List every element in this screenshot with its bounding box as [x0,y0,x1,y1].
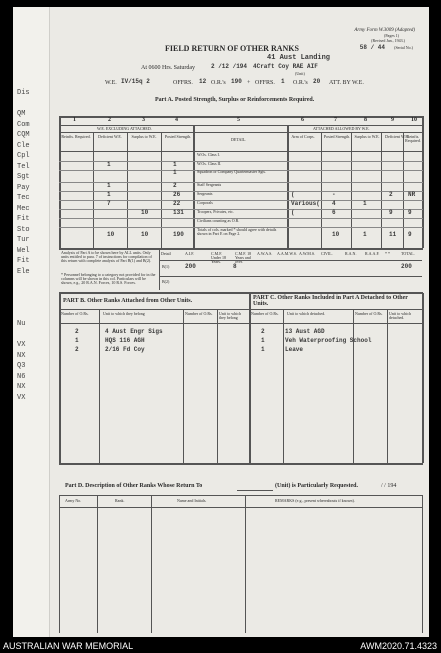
row-detail: Corporals [197,200,213,205]
underlying-text: Ele [17,267,30,276]
footer-credit: AUSTRALIAN WAR MEMORIAL [3,641,134,651]
row-detail: Staff Sergeants [197,182,222,187]
row-detail: W.Os. Class I. [197,152,220,157]
column-number: 6 [301,117,304,123]
underlying-text: CQM [17,131,30,139]
underlying-text: Fit [17,215,30,223]
analysis-row-label: B(2) [162,279,170,284]
part-b-unit: HQS 116 AGH [105,337,145,344]
row-cell-c10: NR [408,191,416,198]
part-c-unit: Veh Waterproofing School [285,337,372,344]
analysis-column-header: * * [385,251,390,256]
analysis-column-header: R.A.A.F. [365,251,380,256]
row-cell-c7: 4 [332,200,336,207]
part-c-number: 2 [261,328,265,335]
part-c-unit: 13 Aust AGD [285,328,325,335]
parts-bc-column-header: Unit to which detached. [287,311,326,316]
we-label: W.E. [105,80,117,86]
personnel-note: * Personnel belonging to a category not provided for in the columns will be shown in this col. Particulars will be shown, e.g., 20 R.A.N. Forces, 10 R.S. Forces. [61,272,156,286]
form-sheet [45,7,429,637]
form-code: Army Form W.3009 (Adapted) [354,28,415,33]
analysis-column-header: C.M.F. Under 18 Years. [211,251,226,265]
analysis-column-header: A.W.M.S. [299,251,316,256]
right-column-header: Arm of Corps. [291,134,315,139]
row-cell-c10: 9 [408,231,412,238]
parts-bc-column-header: Unit to which they belong [103,311,145,316]
row-detail: W.Os. Class II. [197,161,222,166]
row-cell-c9: 9 [389,209,393,216]
left-column-header: Posted Strength. [164,134,192,139]
parts-bc-column-header: Number of O.Rs. [355,311,383,316]
part-b-title: PART B. Other Ranks Attached from Other Units. [63,298,193,304]
form-page [13,7,429,637]
part-c-title: PART C. Other Ranks Included in Part A Detached to Other Units. [253,295,408,308]
analysis-cmf: 8 [233,263,237,270]
row-cell-c9: 11 [389,231,397,238]
underlying-text: Sto [17,225,30,234]
row-detail: Sergeants [197,191,213,196]
right-column-header: Deficient W.E. [385,134,409,139]
left-column-header: Reinfts. Required. [61,134,91,139]
unit-label: (Unit) [295,71,305,76]
serial-label: (Serial No.) [394,45,413,50]
we-value: IV/15q 2 [121,78,150,85]
offrs-label: OFFRS. [173,80,193,86]
analysis-column-header: R.A.N. [345,251,357,256]
part-b-number: 1 [75,337,79,344]
part-c-number: 1 [261,337,265,344]
column-number: 1 [73,117,76,123]
underlying-text: Tel [17,162,30,171]
serial-number: 58 / 44 [359,44,385,51]
part-d-column-header: REMARKS (e.g., present whereabouts if known). [275,498,355,503]
part-d-column-header: Rank. [115,498,125,503]
part-d-date: / / 194 [381,483,397,489]
left-column-header: Surplus to W.E. [131,134,157,139]
parts-bc-column-header: Number of O.Rs. [185,311,213,316]
underlying-text: Com [17,120,30,129]
right-column-header: Surplus to W.E. [354,134,380,139]
ors2-value: 20 [313,78,321,85]
row-cell-c4: 1 [173,161,177,168]
right-column-header: Reinfts. Required. [405,134,421,144]
offrs2-label: OFFRS. [255,80,275,86]
part-d-requested: (Unit) is Particularly Requested. [275,483,358,489]
row-detail: Civilians counting as O.R. [197,218,240,223]
offrs2-value: 1 [281,78,285,85]
row-cell-c4: 22 [173,200,181,207]
underlying-text: VX [17,341,26,349]
underlying-text: Mec [17,204,30,213]
row-cell-c8: 1 [363,231,367,238]
column-number: 5 [237,117,240,123]
underlying-text: VX [17,393,26,402]
row-cell-c10: 9 [408,209,412,216]
column-number: 8 [364,117,367,123]
underlying-text: NX [17,383,26,391]
column-number: 4 [175,117,178,123]
analysis-column-header: TOTAL. [401,251,415,256]
analysis-aif: 200 [185,263,196,270]
part-c-unit: Leave [285,346,304,353]
analysis-total: 200 [401,263,412,270]
row-cell-c7: - [332,191,336,198]
form-title: FIELD RETURN OF OTHER RANKS [165,44,299,53]
analysis-column-header: A.A.M.W.S. [277,251,297,256]
row-cell-c2: 1 [107,161,111,168]
analysis-column-header: A.W.A.S. [257,251,273,256]
column-number: 2 [108,117,111,123]
detail-header: DETAIL. [231,137,247,142]
unit-typed-line1: 41 Aust Landing [267,54,331,62]
row-cell-c4: 26 [173,191,181,198]
plus-sign: + [247,80,251,86]
right-column-header: Posted Strength. [323,134,351,139]
analysis-note: Analysis of Part A to be shown here by ALL units. Only units entitled to para. 7 of instructions for compilation of this return with complete analysis of Part B(1) and B(2). [61,250,152,264]
underlying-text: Pay [17,183,30,192]
parts-bc-column-header: Unit to which detached. [389,311,411,321]
footer-accession-id: AWM2020.71.4323 [360,641,437,651]
part-d-title: Part D. Description of Other Ranks Whose Return To [65,483,203,489]
underlying-text: Tur [17,236,30,244]
column-number: 3 [142,117,145,123]
att-label: ATT. BY W.E. [329,80,364,86]
row-cell-c3: 10 [141,231,149,238]
row-detail: Totals of cols. marked * should agree with details shown in Part E on Page 2. [197,227,277,237]
row-cell-c6: Various( [291,200,320,207]
underlying-text: Cpl [17,152,30,160]
row-cell-c2: 7 [107,200,111,207]
column-number: 10 [411,117,417,123]
row-cell-c6: ( [291,209,295,216]
part-a-title: Part A. Posted Strength, Surplus or Reinforcements Required. [155,97,315,103]
parts-bc-column-header: Unit to which they belong [219,311,241,321]
we-excluding-attached-header: W.E. EXCLUDING ATTACHED. [97,126,152,131]
ors2-label: O.R.'s [293,80,308,86]
left-column-header: Deficient W.E. [98,134,122,139]
attached-allowed-header: ATTACHED ALLOWED BY W.E. [313,126,370,131]
underlying-text: Q3 [17,362,26,370]
part-b-unit: 4 Aust Engr Sigs [105,328,163,335]
part-b-number: 2 [75,328,79,335]
row-cell-c2: 1 [107,182,111,189]
row-cell-c4: 190 [173,231,184,238]
row-cell-c9: 2 [389,191,393,198]
row-cell-c4: 1 [173,169,177,176]
row-cell-c6: ( [291,191,295,198]
underlying-text: QM [17,110,26,118]
part-d-column-header: Army No. [65,498,82,503]
return-date: 2 /12 /194 [211,63,248,70]
row-cell-c2: 1 [107,191,111,198]
underlying-text: Cle [17,141,30,150]
form-pages: (Pages 1) [384,33,399,38]
column-number: 7 [334,117,337,123]
underlying-text: NX [17,351,26,360]
form-revised: (Revised Jan., 1943.) [371,38,405,43]
row-cell-c4: 2 [173,182,177,189]
analysis-column-header: Detail [161,251,171,256]
analysis-column-header: A.I.F. [185,251,195,256]
analysis-row-label: B(1) [162,264,170,269]
underlying-text: Wel [17,246,30,255]
underlying-text: Dis [17,89,30,97]
part-b-number: 2 [75,346,79,353]
parts-bc-column-header: Number of O.Rs. [251,311,279,316]
row-cell-c4: 131 [173,209,184,216]
part-c-number: 1 [261,346,265,353]
row-cell-c2: 10 [107,231,115,238]
row-cell-c3: 10 [141,209,149,216]
unit-typed-line2: 4Craft Coy RAE AIF [253,63,318,70]
underlying-text: N6 [17,372,26,381]
parts-bc-column-header: Number of O.Rs. [61,311,89,316]
column-number: 9 [391,117,394,123]
row-cell-c8: 1 [363,200,367,207]
part-d-column-header: Name and Initials. [177,498,207,503]
ors-value: 190 [231,78,242,85]
row-cell-c7: 10 [332,231,340,238]
underlying-text: Fit [17,257,30,265]
row-detail: Squadron or Company Quartermaster Sgts. [197,169,266,174]
underlying-text: Sgt [17,173,30,181]
ors-label: O.R.'s [211,80,226,86]
row-cell-c7: 6 [332,209,336,216]
underlying-text: Nu [17,320,26,328]
row-detail: Troopers, Privates, etc. [197,209,234,214]
underlying-text: Tec [17,194,30,202]
analysis-column-header: C.M.F. 18 Years and over. [235,251,252,265]
analysis-column-header: CIVIL. [321,251,333,256]
part-b-unit: 2/16 Fd Coy [105,346,145,353]
offrs-value: 12 [199,78,207,85]
at-time-label: At 0600 Hrs. Saturday [141,65,195,71]
